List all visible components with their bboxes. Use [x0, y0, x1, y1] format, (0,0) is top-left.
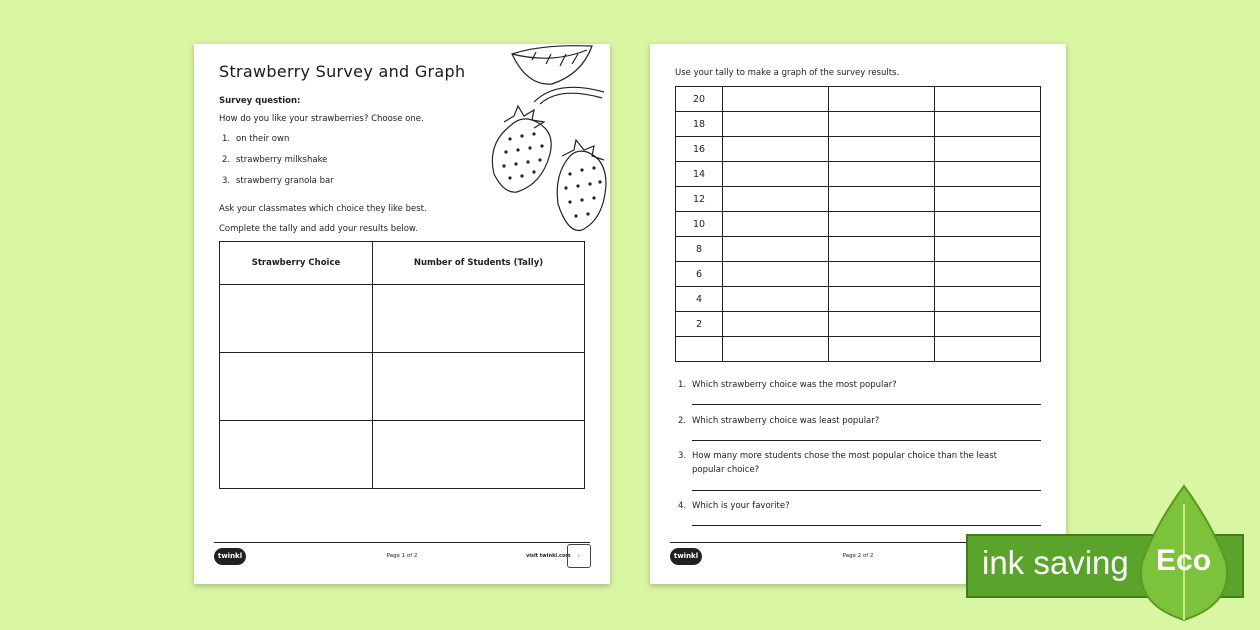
bar-graph-grid: [675, 86, 1041, 362]
survey-question-label: Survey question:: [219, 96, 301, 106]
table-row: [676, 237, 1041, 262]
table-row: [220, 421, 585, 489]
worksheet-page-2: [650, 44, 1066, 584]
table-row: [676, 262, 1041, 287]
checked-badge-icon: ✓: [567, 544, 591, 568]
y-axis-label: 8: [676, 237, 723, 262]
question-2: 2. Which strawberry choice was least popular?: [678, 416, 880, 426]
instruction-ask: Ask your classmates which choice they like best.: [219, 204, 427, 214]
twinkl-logo: twinkl: [214, 548, 246, 565]
list-item: 2. strawberry milkshake: [222, 155, 328, 165]
strawberry-illustration: [482, 44, 610, 244]
site-link: visit twinkl.com: [526, 553, 571, 559]
tally-table: [219, 241, 585, 489]
y-axis-label: 20: [676, 87, 723, 112]
table-row: [676, 287, 1041, 312]
list-item: 1. on their own: [222, 134, 290, 144]
y-axis-label: 14: [676, 162, 723, 187]
answer-line: [692, 440, 1041, 441]
table-row: [676, 137, 1041, 162]
instruction-complete: Complete the tally and add your results below.: [219, 224, 418, 234]
y-axis-label: 2: [676, 312, 723, 337]
table-row: [676, 162, 1041, 187]
footer-divider: [214, 542, 590, 543]
graph-instruction: Use your tally to make a graph of the survey results.: [675, 68, 900, 78]
question-1: 1. Which strawberry choice was the most popular?: [678, 380, 897, 390]
survey-question: How do you like your strawberries? Choose one.: [219, 114, 424, 124]
eco-label: Eco: [1156, 544, 1212, 577]
y-axis-label: [676, 337, 723, 362]
page-title: Strawberry Survey and Graph: [219, 62, 466, 81]
table-row: [220, 353, 585, 421]
list-item: 3. strawberry granola bar: [222, 176, 334, 186]
table-row: [676, 87, 1041, 112]
worksheet-page-1: [194, 44, 610, 584]
table-header: Number of Students (Tally): [373, 242, 585, 285]
answer-line: [692, 490, 1041, 491]
twinkl-logo: twinkl: [670, 548, 702, 565]
y-axis-label: 18: [676, 112, 723, 137]
table-row: [676, 187, 1041, 212]
table-header: Strawberry Choice: [220, 242, 373, 285]
answer-line: [692, 404, 1041, 405]
y-axis-label: 6: [676, 262, 723, 287]
ink-saving-text: ink saving: [982, 544, 1129, 581]
page-number: Page 2 of 2: [842, 553, 874, 559]
table-row: [676, 312, 1041, 337]
y-axis-label: 4: [676, 287, 723, 312]
question-4: 4. Which is your favorite?: [678, 501, 790, 511]
question-3: 3. How many more students chose the most popular choice than the least popular choice?: [678, 451, 998, 475]
table-row: [676, 112, 1041, 137]
y-axis-label: 16: [676, 137, 723, 162]
table-row: [676, 212, 1041, 237]
table-row: [220, 285, 585, 353]
page-number: Page 1 of 2: [386, 553, 418, 559]
choice-list: [222, 134, 334, 197]
answer-line: [692, 525, 1041, 526]
table-row: [676, 337, 1041, 362]
y-axis-label: 12: [676, 187, 723, 212]
y-axis-label: 10: [676, 212, 723, 237]
